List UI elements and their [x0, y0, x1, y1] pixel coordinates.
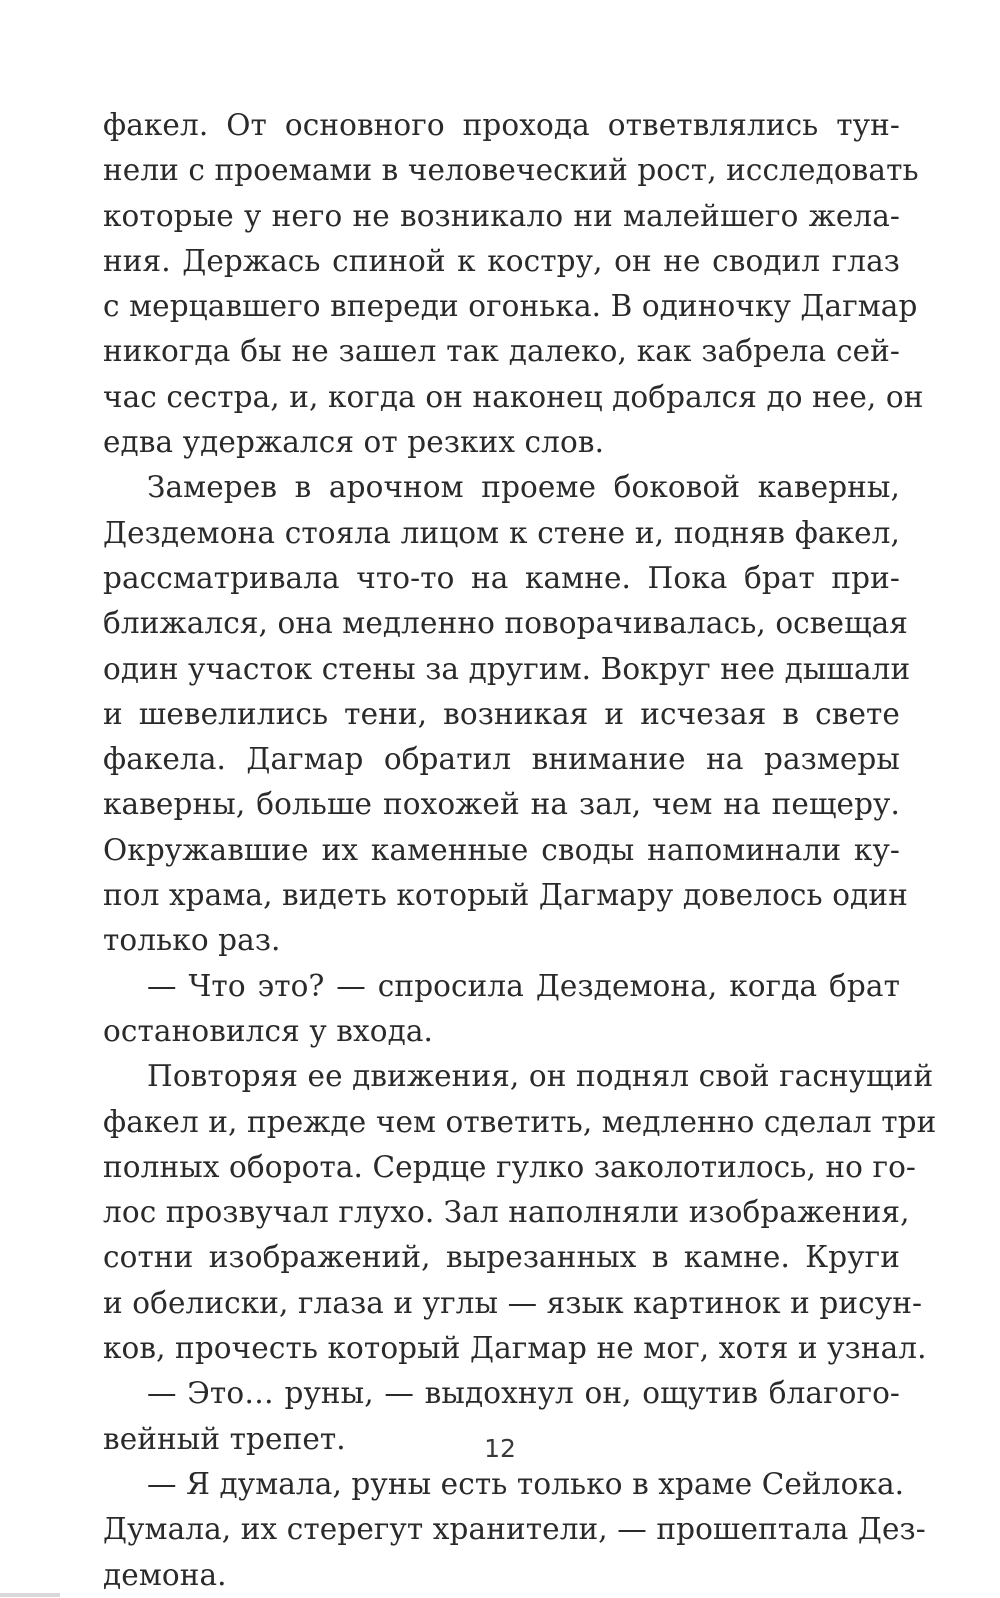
- text-line: рассматривала что-то на камне. Пока брат при-: [103, 560, 900, 595]
- text-line: которые у него не возникало ни малейшего жела-: [103, 198, 900, 233]
- text-line: Повторяя ее движения, он поднял свой гаснущий: [147, 1059, 934, 1094]
- text-line: Думала, их стерегут хранители, — прошептала Дез-: [103, 1512, 926, 1547]
- text-line: ближался, она медленно поворачивалась, освещая: [103, 606, 908, 641]
- text-line: — Что это? — спросила Дездемона, когда брат: [147, 968, 900, 1003]
- text-line: факел и, прежде чем ответить, медленно сделал три: [103, 1104, 937, 1139]
- text-line: и обелиски, глаза и углы — язык картинок и рисун-: [103, 1285, 923, 1320]
- text-line: вейный трепет.: [103, 1421, 346, 1456]
- text-line: — Это… руны, — выдохнул он, ощутив благого-: [147, 1376, 900, 1411]
- text-line: только раз.: [103, 923, 281, 958]
- text-line: и шевелились тени, возникая и исчезая в свете: [103, 696, 900, 731]
- text-line: нели с проемами в человеческий рост, исследовать: [103, 153, 919, 188]
- text-line: остановился у входа.: [103, 1013, 434, 1048]
- text-line: демона.: [103, 1557, 227, 1592]
- text-line: едва удержался от резких слов.: [103, 425, 605, 460]
- text-line: час сестра, и, когда он наконец добрался до нее, он: [103, 379, 924, 414]
- text-line: Окружавшие их каменные своды напоминали ку-: [103, 832, 900, 867]
- text-line: Дездемона стояла лицом к стене и, подняв факел,: [103, 515, 900, 550]
- text-line: один участок стены за другим. Вокруг нее дышали: [103, 651, 911, 686]
- text-line: пол храма, видеть который Дагмару довелось один: [103, 878, 908, 913]
- text-line: факела. Дагмар обратил внимание на размеры: [103, 742, 900, 777]
- text-line: ния. Держась спиной к костру, он не сводил глаз: [103, 243, 900, 278]
- text-line: лос прозвучал глухо. Зал наполняли изображения,: [103, 1195, 910, 1230]
- text-line: с мерцавшего впереди огонька. В одиночку Дагмар: [103, 289, 918, 324]
- text-line: — Я думала, руны есть только в храме Сейлока.: [147, 1466, 905, 1501]
- page-text: [103, 103, 937, 1598]
- text-line: факел. От основного прохода ответвлялись тун-: [103, 108, 900, 142]
- text-line: каверны, больше похожей на зал, чем на пещеру.: [103, 787, 900, 822]
- text-line: ков, прочесть который Дагмар не мог, хотя и узнал.: [103, 1331, 927, 1366]
- text-line: Замерев в арочном проеме боковой каверны,: [147, 470, 900, 505]
- page-edge-divider: [0, 1593, 60, 1597]
- text-line: полных оборота. Сердце гулко заколотилось, но го-: [103, 1149, 916, 1184]
- page-number: 12: [484, 1434, 516, 1463]
- text-line: никогда бы не зашел так далеко, как забрела сей-: [103, 334, 900, 369]
- text-line: сотни изображений, вырезанных в камне. Круги: [103, 1240, 900, 1275]
